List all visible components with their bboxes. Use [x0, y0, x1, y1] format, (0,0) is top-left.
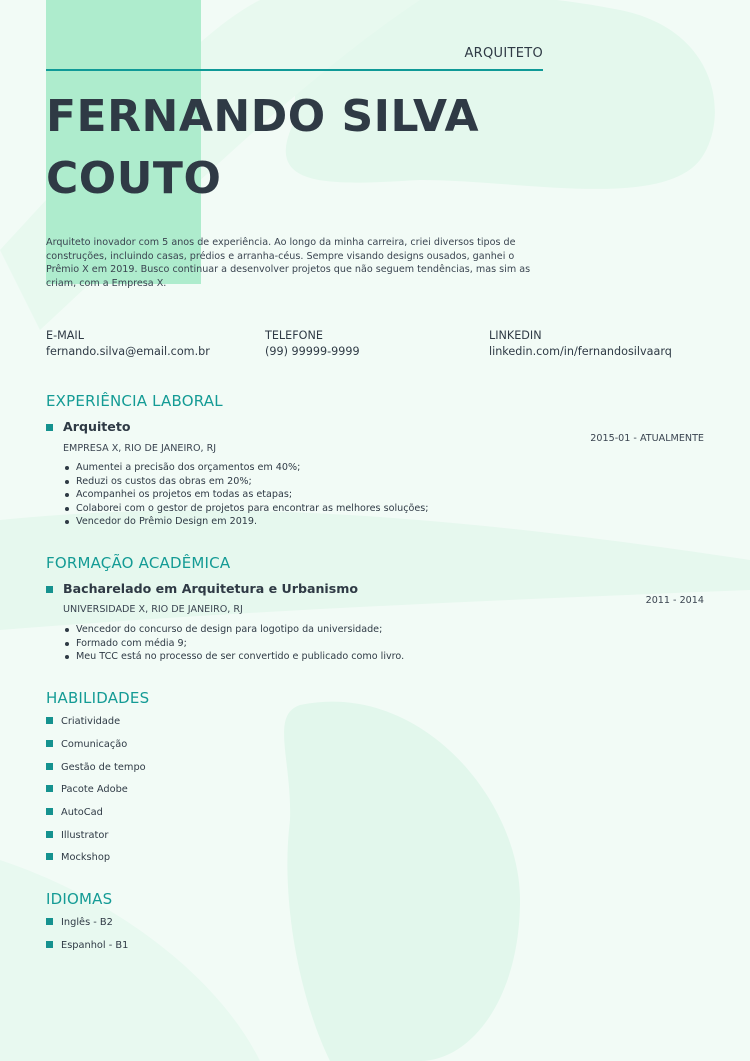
- list-item: Formado com média 9;: [63, 637, 404, 651]
- skill-item: Criatividade: [46, 716, 120, 727]
- skill-item: Pacote Adobe: [46, 784, 128, 795]
- list-item: Vencedor do Prêmio Design em 2019.: [63, 515, 428, 529]
- section-title-languages: IDIOMAS: [46, 890, 113, 908]
- language-item: Inglês - B2: [46, 917, 113, 928]
- bullet-square-icon: [46, 918, 53, 925]
- entry-marker-icon: [46, 586, 53, 593]
- candidate-name: FERNANDO SILVA COUTO: [46, 91, 480, 204]
- section-title-skills: HABILIDADES: [46, 689, 150, 707]
- list-item: Meu TCC está no processo de ser convertido e publicado como livro.: [63, 650, 404, 664]
- skill-item: Comunicação: [46, 739, 127, 750]
- education-degree: Bacharelado em Arquitetura e Urbanismo: [63, 581, 359, 596]
- list-item: Reduzi os custos das obras em 20%;: [63, 475, 428, 489]
- contact-linkedin: [489, 328, 672, 360]
- list-item: Vencedor do concurso de design para logotipo da universidade;: [63, 623, 404, 637]
- contact-email-label: E-MAIL: [46, 329, 84, 342]
- bullet-square-icon: [46, 808, 53, 815]
- profile-summary: Arquiteto inovador com 5 anos de experiência. Ao longo da minha carreira, criei diversos tipos de construções, incluindo casas, prédios e arranha-céus. Sempre visando designs ousados, ganhei o Prêmio X em 2019. Busco continuar a desenvolver projetos que não seguem tendências, mas sim as criam, com a Empresa X.: [46, 237, 531, 290]
- section-title-education: FORMAÇÃO ACADÊMICA: [46, 554, 231, 572]
- experience-bullets: [63, 461, 428, 529]
- education-date: 2011 - 2014: [645, 595, 704, 606]
- bullet-square-icon: [46, 831, 53, 838]
- contact-phone: [265, 328, 360, 360]
- bullet-square-icon: [46, 740, 53, 747]
- bullet-square-icon: [46, 717, 53, 724]
- job-title: ARQUITETO: [464, 46, 543, 61]
- contact-linkedin-value[interactable]: linkedin.com/in/fernandosilvaarq: [489, 345, 672, 358]
- skill-item: Gestão de tempo: [46, 762, 146, 773]
- education-school: UNIVERSIDADE X, RIO DE JANEIRO, RJ: [63, 604, 243, 615]
- bullet-square-icon: [46, 853, 53, 860]
- title-divider: [46, 69, 543, 71]
- list-item: Colaborei com o gestor de projetos para encontrar as melhores soluções;: [63, 502, 428, 516]
- skill-item: Illustrator: [46, 830, 108, 841]
- experience-role: Arquiteto: [63, 419, 131, 434]
- experience-date: 2015-01 - ATUALMENTE: [590, 433, 704, 444]
- section-title-experience: EXPERIÊNCIA LABORAL: [46, 392, 223, 410]
- list-item: Aumentei a precisão dos orçamentos em 40%;: [63, 461, 428, 475]
- bullet-square-icon: [46, 941, 53, 948]
- bullet-square-icon: [46, 763, 53, 770]
- experience-company: EMPRESA X, RIO DE JANEIRO, RJ: [63, 443, 217, 454]
- contact-email: [46, 328, 210, 360]
- contact-linkedin-label: LINKEDIN: [489, 329, 542, 342]
- list-item: Acompanhei os projetos em todas as etapas;: [63, 488, 428, 502]
- language-item: Espanhol - B1: [46, 940, 128, 951]
- skill-item: AutoCad: [46, 807, 103, 818]
- bullet-square-icon: [46, 785, 53, 792]
- contact-phone-label: TELEFONE: [265, 329, 323, 342]
- entry-marker-icon: [46, 424, 53, 431]
- skill-item: Mockshop: [46, 852, 110, 863]
- contact-phone-value: (99) 99999-9999: [265, 345, 360, 358]
- education-bullets: [63, 623, 404, 664]
- contact-email-value[interactable]: fernando.silva@email.com.br: [46, 345, 210, 358]
